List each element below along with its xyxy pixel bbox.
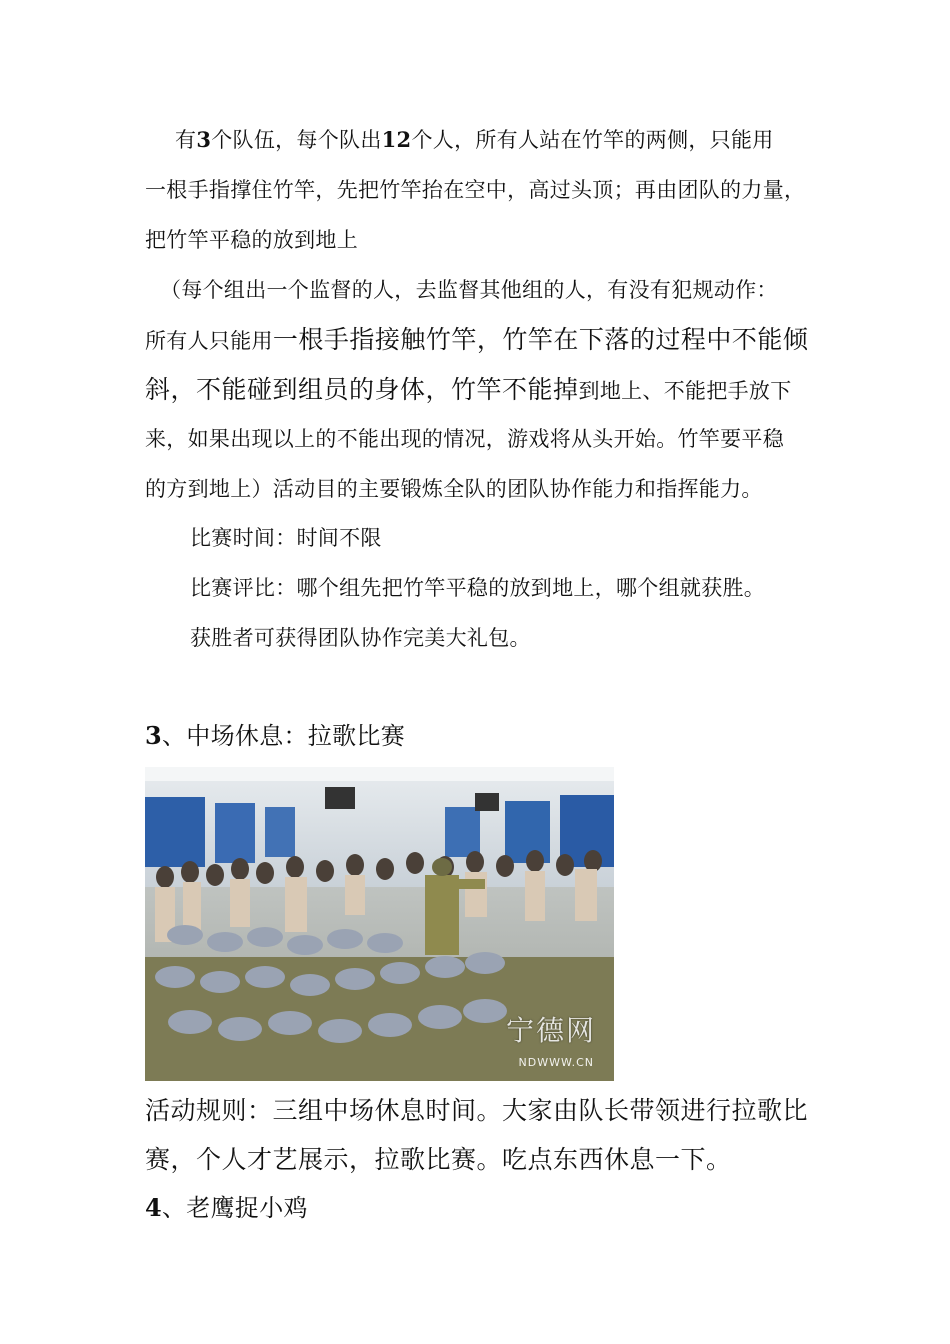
activity-rules-line-2: 赛，个人才艺展示，拉歌比赛。吃点东西休息一下。 <box>145 1145 732 1174</box>
photo-watermark-url: NDWWW.CN <box>518 1056 594 1069</box>
rules-line-1: 有3个队伍，每个队出12个人，所有人站在竹竿的两侧，只能用 <box>175 127 774 152</box>
photo-watermark: 宁德网 <box>505 1014 596 1047</box>
supervision-line-4: 来，如果出现以上的不能出现的情况，游戏将从头开始。竹竿要平稳 <box>145 427 784 451</box>
rules-line-2: 一根手指撑住竹竿，先把竹竿抬在空中，高过头顶；再由团队的力量， <box>145 178 806 202</box>
prize-line: 获胜者可获得团队协作完美大礼包。 <box>190 626 531 650</box>
time-line: 比赛时间：时间不限 <box>190 526 382 550</box>
supervision-line-2: 所有人只能用一根手指接触竹竿，竹竿在下落的过程中不能倾 <box>145 325 809 354</box>
activity-rules-line-1: 活动规则：三组中场休息时间。大家由队长带领进行拉歌比 <box>145 1096 809 1125</box>
section-3-heading: 3、中场休息：拉歌比赛 <box>145 721 405 750</box>
supervision-line-1: （每个组出一个监督的人，去监督其他组的人，有没有犯规动作： <box>160 278 778 302</box>
singing-contest-photo <box>145 767 614 1081</box>
supervision-line-3: 斜，不能碰到组员的身体，竹竿不能掉到地上、不能把手放下 <box>145 375 792 404</box>
supervision-line-5: 的方到地上）活动目的主要锻炼全队的团队协作能力和指挥能力。 <box>145 477 763 501</box>
rules-line-3: 把竹竿平稳的放到地上 <box>145 228 358 252</box>
judge-line: 比赛评比：哪个组先把竹竿平稳的放到地上，哪个组就获胜。 <box>190 576 766 600</box>
section-4-heading: 4、老鹰捉小鸡 <box>145 1193 308 1222</box>
